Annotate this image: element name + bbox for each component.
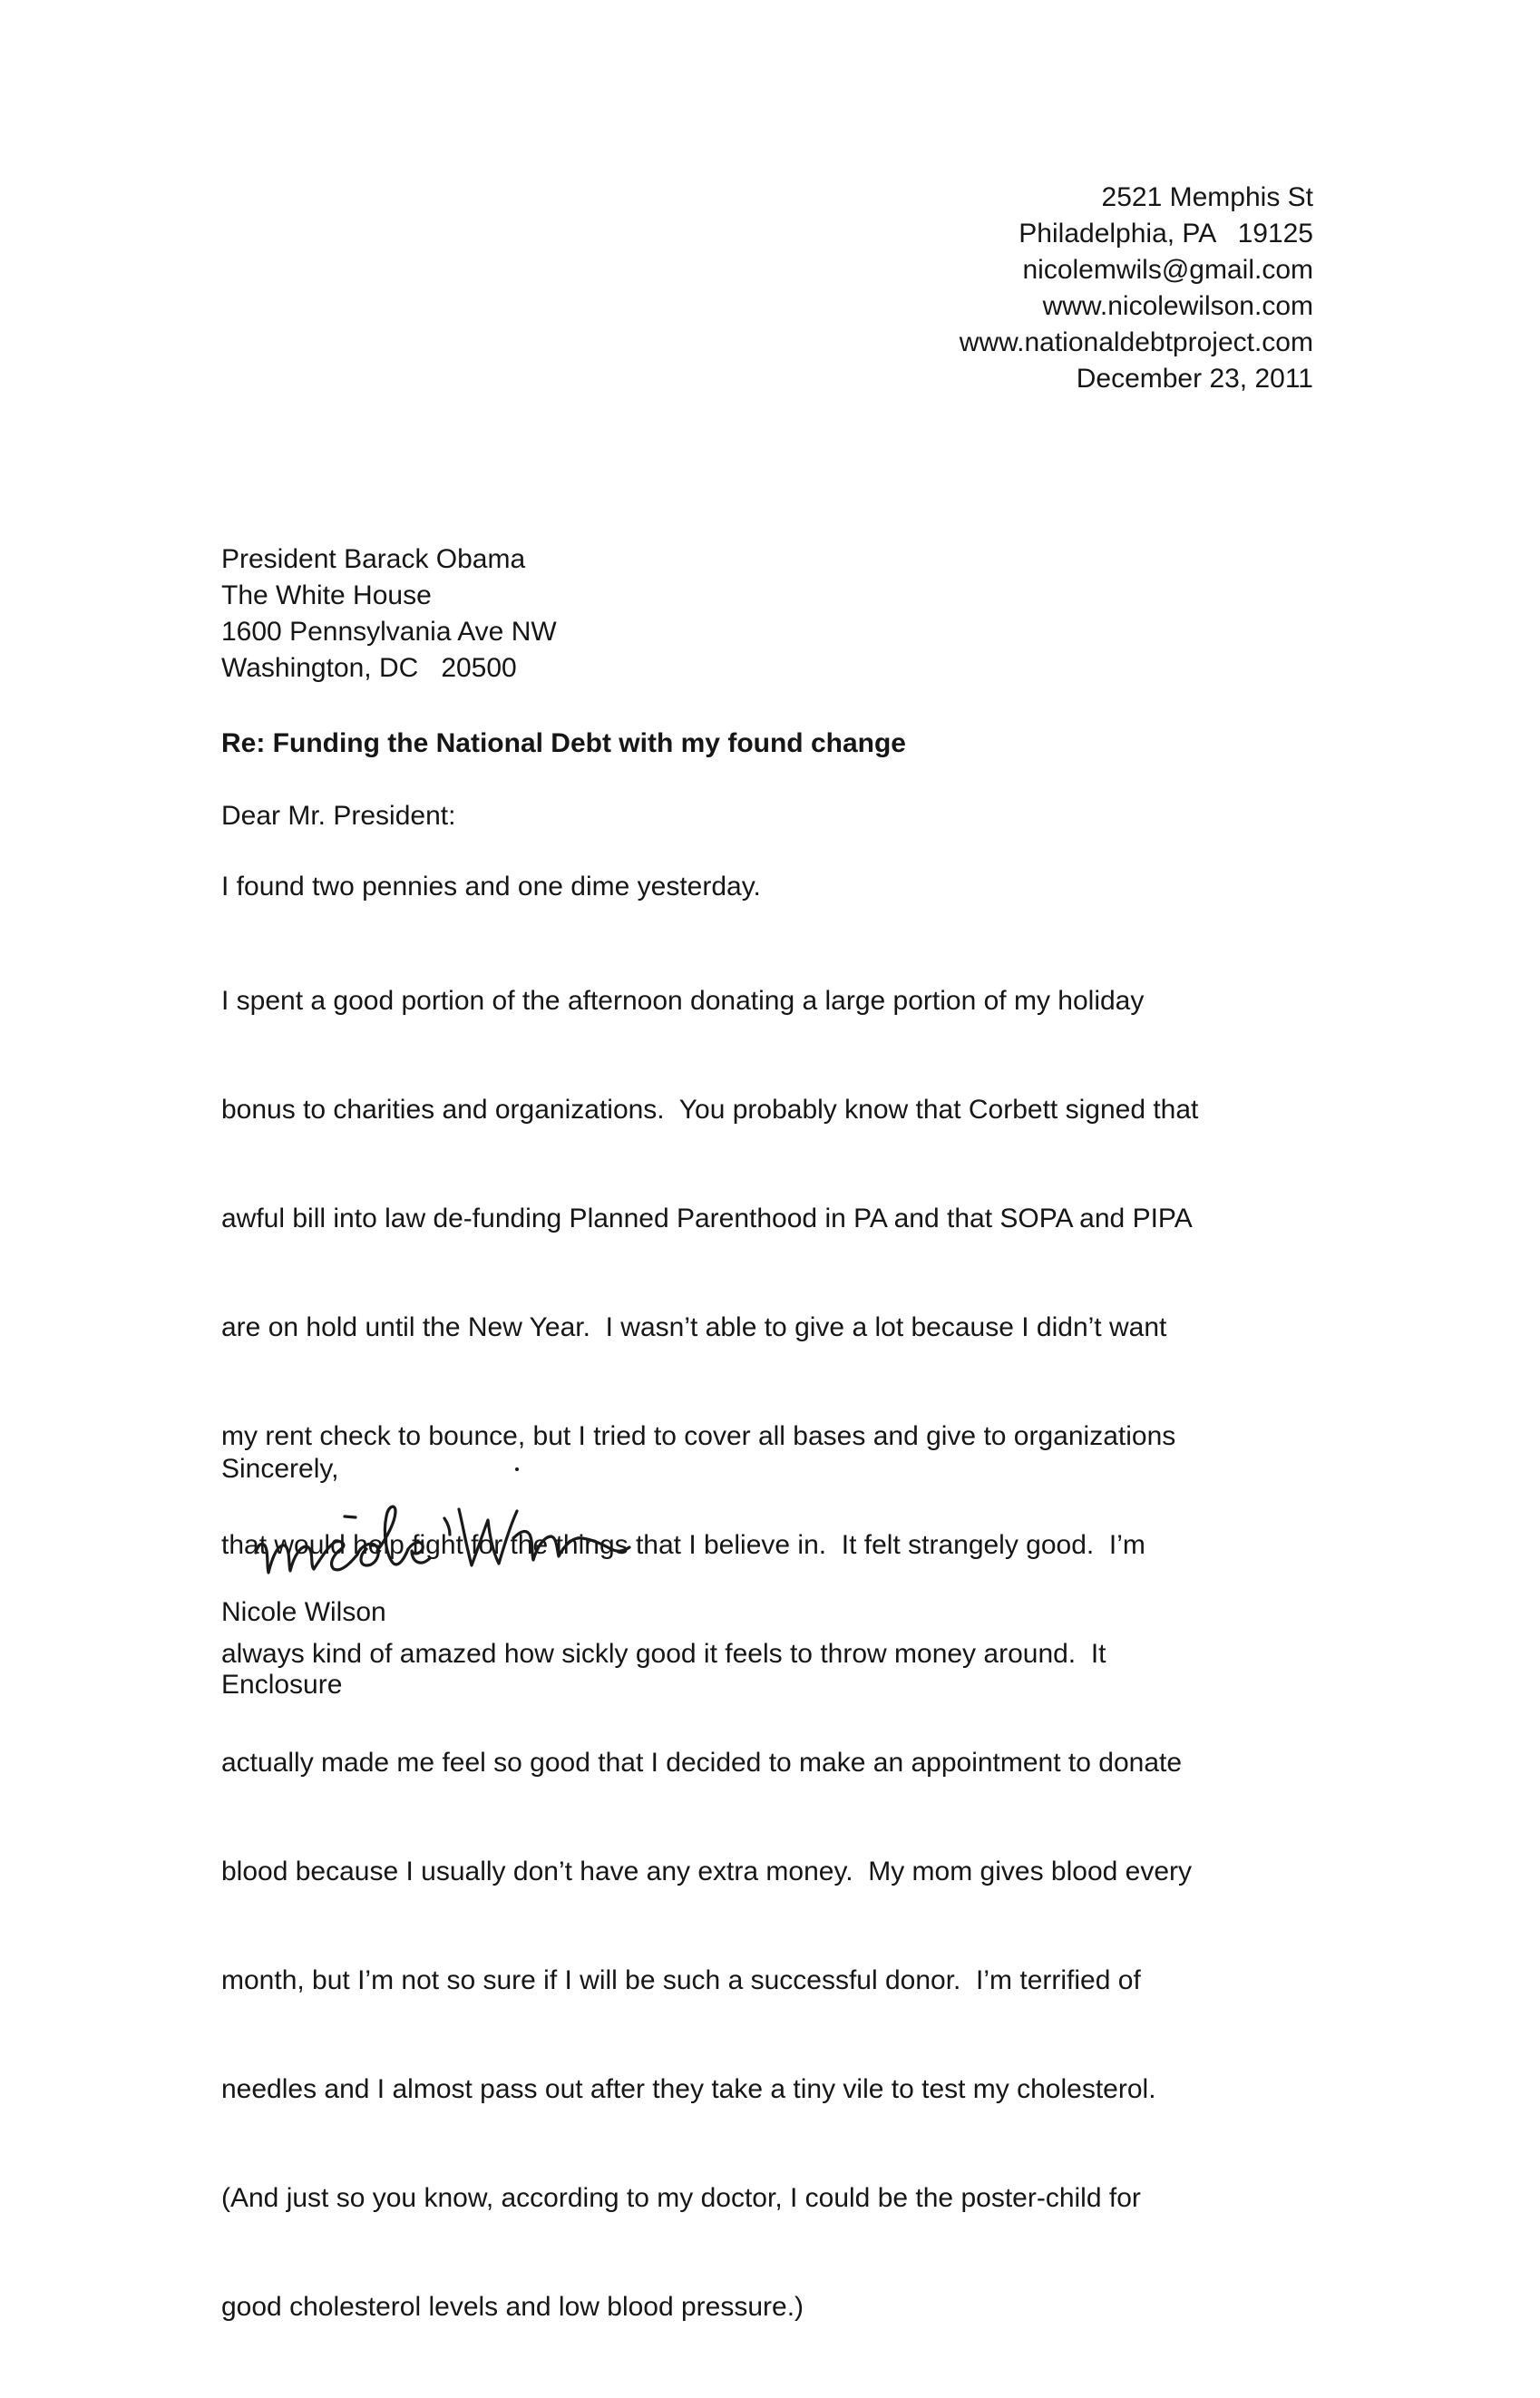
subject-line: Re: Funding the National Debt with my found change (221, 728, 906, 758)
paragraph-line: needles and I almost pass out after they take a tiny vile to test my cholesterol. (221, 2074, 1156, 2104)
recipient-name: President Barack Obama (221, 544, 526, 574)
body-paragraph-2 (221, 911, 1198, 2398)
letter-date: December 23, 2011 (1076, 364, 1313, 394)
paragraph-line: awful bill into law de-funding Planned Parenthood in PA and that SOPA and PIPA (221, 1204, 1193, 1233)
paragraph-line: month, but I’m not so sure if I will be such a successful donor. I’m terrified of (221, 1965, 1141, 1995)
paragraph-line: actually made me feel so good that I decided to make an appointment to donate (221, 1748, 1183, 1778)
sender-website: www.nicolewilson.com (1042, 291, 1313, 321)
paragraph-line: I spent a good portion of the afternoon donating a large portion of my holiday (221, 986, 1145, 1016)
closing: Sincerely, (221, 1454, 339, 1484)
recipient-address-block (221, 541, 557, 687)
recipient-street: 1600 Pennsylvania Ave NW (221, 617, 557, 647)
signer-name: Nicole Wilson (221, 1597, 386, 1627)
sender-address-block (871, 180, 1313, 397)
enclosure-note: Enclosure (221, 1670, 343, 1700)
sender-email: nicolemwils@gmail.com (1022, 255, 1313, 285)
salutation: Dear Mr. President: (221, 801, 456, 831)
paragraph-line: that would help fight for the things that I believe in. It felt strangely good. I’m (221, 1530, 1145, 1560)
paragraph-line: (And just so you know, according to my doctor, I could be the poster-child for (221, 2183, 1141, 2213)
paragraph-line: blood because I usually don’t have any extra money. My mom gives blood every (221, 1857, 1193, 1886)
paragraph-line: are on hold until the New Year. I wasn’t able to give a lot because I didn’t want (221, 1312, 1167, 1342)
body-paragraph-1: I found two pennies and one dime yesterday. (221, 872, 761, 902)
sender-project-website: www.nationaldebtproject.com (959, 327, 1313, 357)
paragraph-line: always kind of amazed how sickly good it feels to throw money around. It (221, 1639, 1106, 1669)
paragraph-line: my rent check to bounce, but I tried to cover all bases and give to organizations (221, 1421, 1176, 1451)
recipient-organization: The White House (221, 580, 432, 610)
paragraph-line: bonus to charities and organizations. You probably know that Corbett signed that (221, 1095, 1199, 1125)
sender-street: 2521 Memphis St (1101, 182, 1313, 212)
sender-city: Philadelphia, PA 19125 (1019, 219, 1313, 249)
paragraph-line: good cholesterol levels and low blood pressure.) (221, 2292, 804, 2322)
handwritten-signature-icon (245, 1451, 662, 1587)
recipient-city: Washington, DC 20500 (221, 653, 517, 683)
